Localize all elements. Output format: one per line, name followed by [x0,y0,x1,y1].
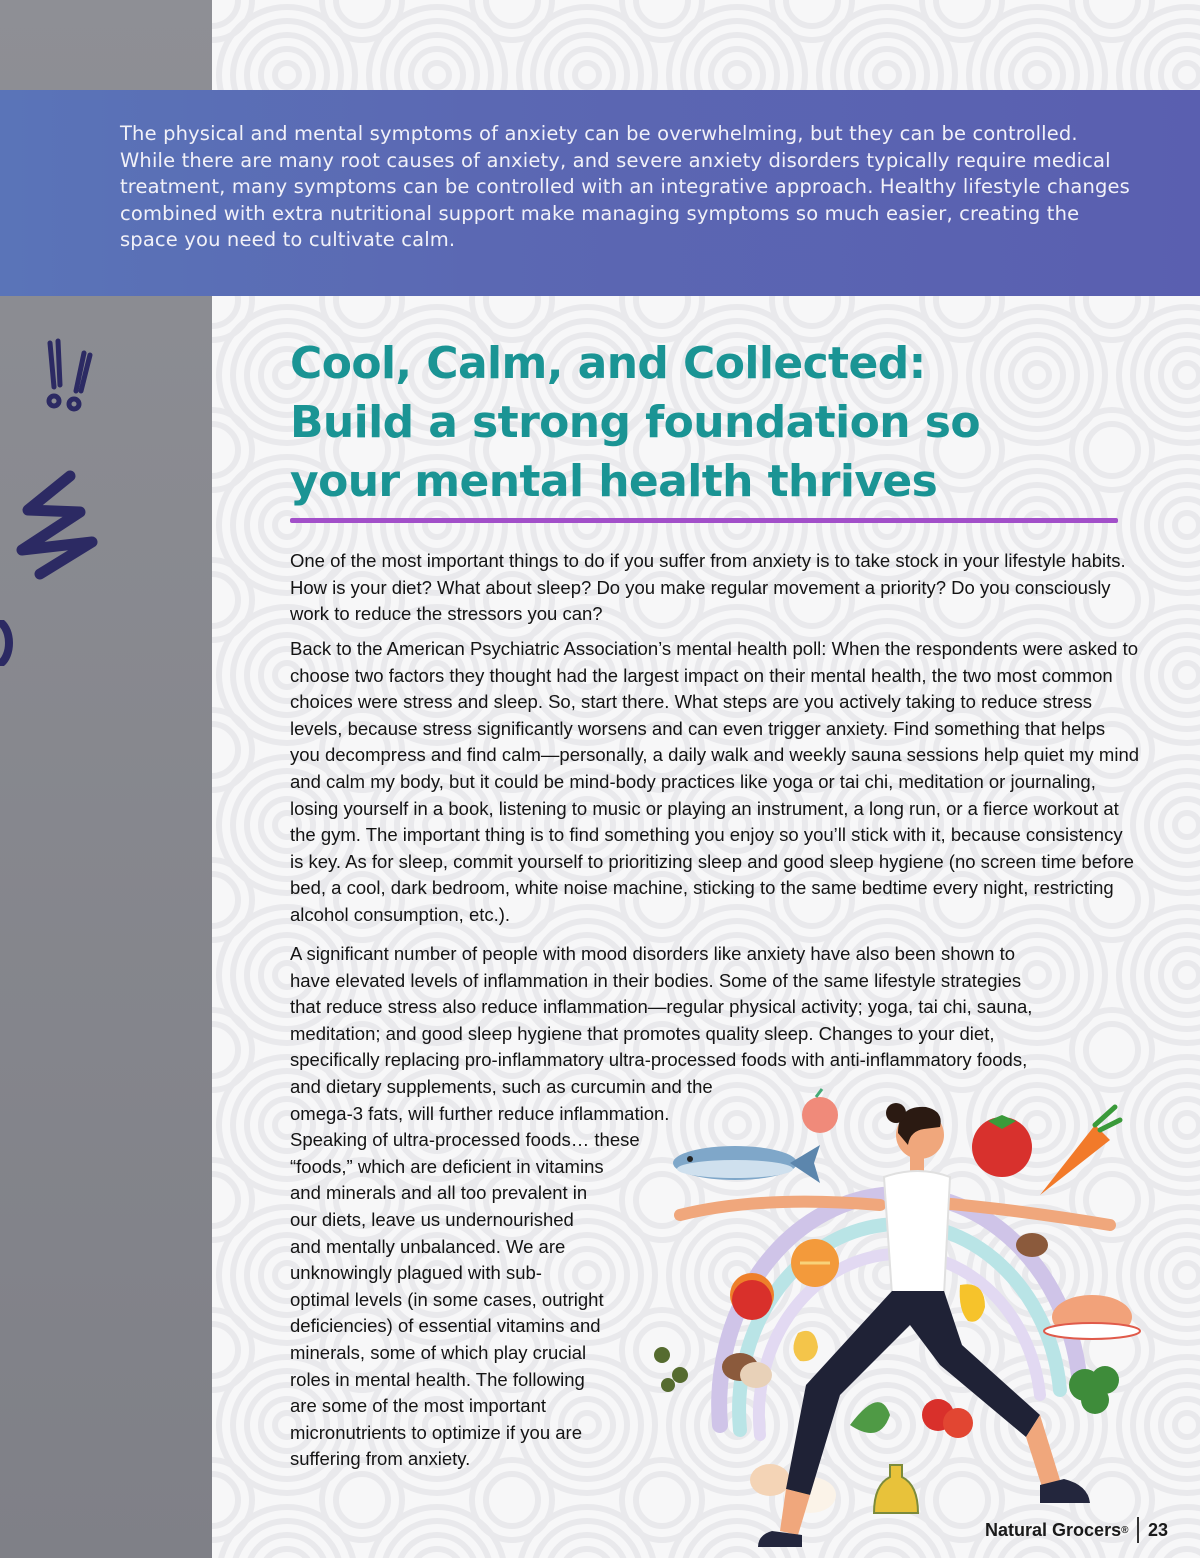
paragraph-3-line: unknowingly plagued with sub- [290,1262,542,1284]
page-number: 23 [1147,1519,1168,1540]
intro-text: The physical and mental symptoms of anxiety can be overwhelming, but they can be controlled. While there are many root causes of anxiety, and severe anxiety disorders typically require medical treatment, many symptoms can be controlled with an integrative approach. Healthy lifestyle changes combined with extra nutritional support make managing symptoms so much easier, creating the space you need to cultivate calm. [120,122,1130,251]
paragraph-3-line: and mentally unbalanced. We are [290,1235,566,1257]
brand-name: Natural Grocers [985,1519,1122,1540]
paragraph-3-line: and dietary supplements, such as curcumin and the [290,1075,713,1097]
arc-doodle-icon [0,620,14,666]
title-line-1: Cool, Calm, and Collected: [290,338,926,389]
exclamation-doodle-icon [40,335,100,415]
footer-divider [1137,1517,1139,1543]
paragraph-3-line: and minerals and all too prevalent in [290,1182,588,1204]
intro-banner [0,90,1200,296]
paragraph-3-line: Speaking of ultra-processed foods… these [290,1129,640,1151]
paragraph-3-line: are some of the most important [290,1395,547,1417]
paragraph-3-line: roles in mental health. The following [290,1368,585,1390]
paragraph-3-line: “foods,” which are deficient in vitamins [290,1155,604,1177]
registered-mark: ® [1121,1524,1129,1536]
paragraph-3-line: micronutrients to optimize if you are [290,1421,583,1443]
title-line-2: Build a strong foundation so [290,397,980,448]
paragraph-3-line: deficiencies) of essential vitamins and [290,1315,601,1337]
paragraph-3-line: our diets, leave us undernourished [290,1208,574,1230]
paragraph-3-line: suffering from anxiety. [290,1448,471,1470]
paragraph-1: One of the most important things to do if you suffer from anxiety is to take stock in your lifestyle habits. How is your diet? What about sleep? Do you make regular movement a priority? Do you consciously work to reduce the stressors you can? [290,550,1126,625]
paragraph-3-line: A significant number of people with mood disorders like anxiety have also been shown to [290,943,1016,964]
paragraph-3-line: minerals, some of which play crucial [290,1341,587,1363]
paragraph-3-line: optimal levels (in some cases, outright [290,1288,604,1310]
title-line-3: your mental health thrives [290,456,938,507]
paragraph-3-line: omega-3 fats, will further reduce inflammation. [290,1102,670,1124]
footer [985,1517,1168,1543]
title-divider [290,518,1118,523]
fish-icon [673,1145,820,1183]
paragraph-3-line: meditation; and good sleep hygiene that promotes quality sleep. Changes to your diet, [290,1022,995,1044]
page-title [290,334,1150,511]
paragraph-3-line: specifically replacing pro-inflammatory ultra-processed foods with anti-inflammatory foods, [290,1049,1028,1071]
paragraph-3-line: that reduce stress also reduce inflammation—regular physical activity; yoga, tai chi, sauna, [290,996,1033,1018]
squiggle-doodle-icon [10,470,105,585]
paragraph-3-line: have elevated levels of inflammation in their bodies. Some of the same lifestyle strategies [290,969,1022,991]
paragraph-2: Back to the American Psychiatric Association’s mental health poll: When the respondents were asked to choose two factors they thought had the largest impact on their mental health, the two most common choices were stress and sleep. So, start there. What steps are you actively taking to reduce stress levels, because stress significantly worsens and can even trigger anxiety. Find something that helps you decompress and find calm—personally, a daily walk and weekly sauna sessions help quiet my mind and calm my body, but it could be mind-body practices like yoga or tai chi, meditation or journaling, losing yourself in a book, listening to music or playing an instrument, a long run, or a fierce workout at the gym. The important thing is to find something you enjoy so you’ll stick with it, because consistency is key. As for sleep, commit yourself to prioritizing sleep and good sleep hygiene (no screen time before bed, a cool, dark bedroom, white noise machine, sticking to the same bedtime every night, restricting alcohol consumption, etc.). [290,638,1140,925]
woman-yoga-foods-illustration-icon [640,1085,1160,1555]
